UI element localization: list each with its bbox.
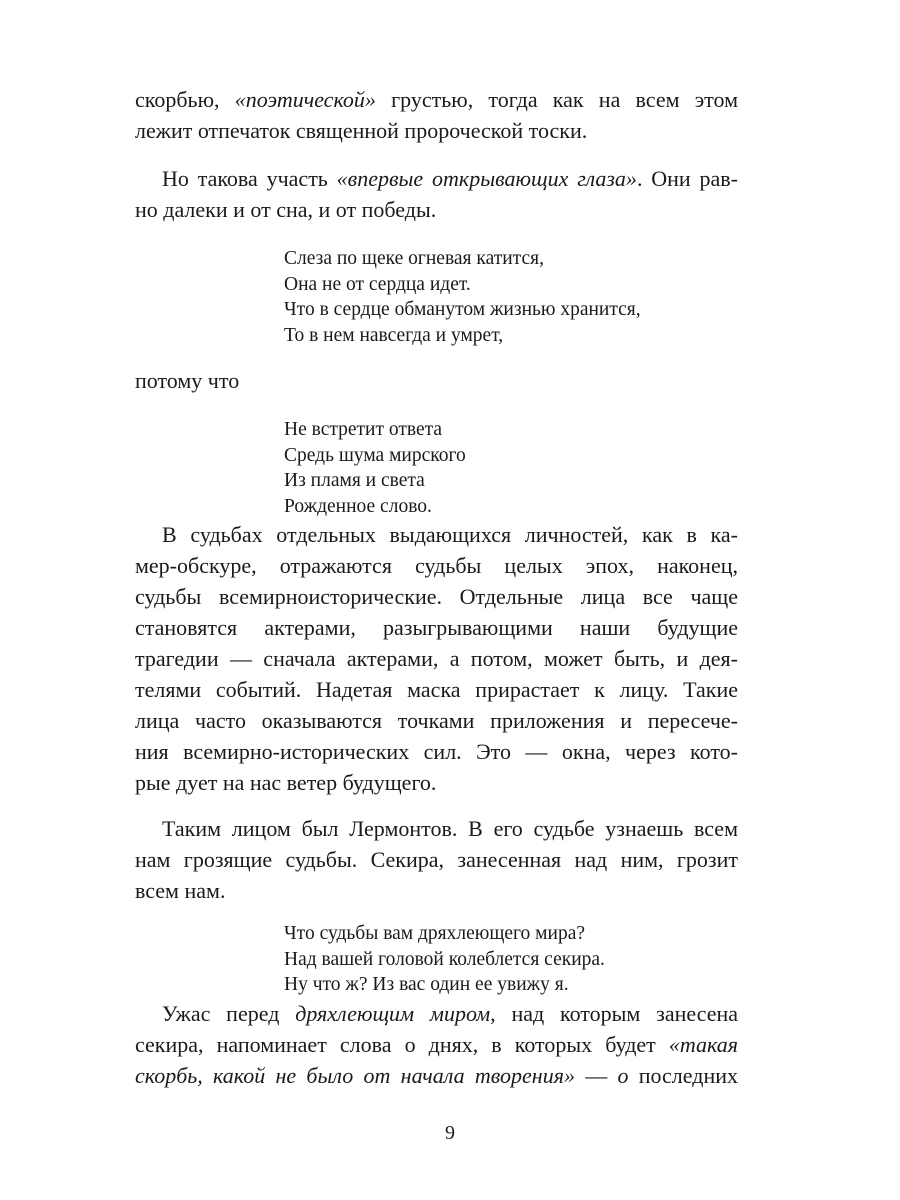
text-line [135, 674, 738, 705]
text: последних [628, 1062, 739, 1088]
text-line [284, 468, 738, 494]
text: но далеки и от сна, и от победы. [135, 197, 437, 222]
paragraph [135, 365, 738, 396]
paragraph [135, 813, 738, 906]
paragraph [135, 519, 738, 798]
text: судьбы всемирноисторические. Отдельные лица все чаще [135, 584, 738, 609]
italic-text: «такая [668, 1031, 738, 1057]
text-line [135, 1029, 738, 1060]
text-line [135, 1060, 738, 1091]
text-line [284, 323, 738, 349]
text-line [135, 998, 738, 1029]
text-line [284, 246, 738, 272]
text: потому что [135, 368, 240, 393]
text: нам грозящие судьбы. Секира, занесенная над ним, грозит [135, 847, 738, 872]
text: над которым занесена [495, 1000, 739, 1026]
text: Ужас перед [162, 1000, 296, 1026]
text: В судьбах отдельных выдающихся личностей, как в ка- [162, 522, 738, 547]
text-line [284, 947, 738, 973]
text: То в нем навсегда и умрет, [284, 324, 504, 346]
text: лица часто оказываются точками приложения и пересече- [135, 708, 738, 733]
text: Над вашей головой колеблется секира. [284, 948, 605, 970]
text: Рожденное слово. [284, 495, 432, 517]
text-line [135, 115, 738, 146]
text: мер-обскуре, отражаются судьбы целых эпох, наконец, [135, 553, 738, 578]
text: Средь шума мирского [284, 444, 466, 466]
text: Но такова участь [162, 166, 337, 191]
text: Ну что ж? Из вас один ее увижу я. [284, 974, 569, 995]
text-line [135, 844, 738, 875]
paragraph [135, 84, 738, 146]
page-number: 9 [445, 1122, 455, 1144]
text: секира, напоминает слова о днях, в которых будет [135, 1031, 669, 1057]
italic-text: скорбь, какой не было от начала творения» [135, 1062, 575, 1088]
text-line [135, 813, 738, 844]
text: лежит отпечаток священной пророческой тоски. [135, 118, 588, 143]
italic-text: о [617, 1062, 629, 1088]
text: Что в сердце обманутом жизнью хранится, [284, 299, 641, 320]
text: рые дует на нас ветер будущего. [135, 770, 437, 795]
page-body [135, 84, 738, 1091]
text: . Они рав- [636, 166, 738, 191]
text-line [135, 519, 738, 550]
text-line [135, 163, 738, 194]
text: ния всемирно-исторических сил. Это — окна, через кото- [135, 739, 738, 764]
text: трагедии — сначала актерами, а потом, может быть, и дея- [135, 646, 738, 671]
italic-text: дряхлеющим миром, [295, 1000, 496, 1026]
italic-text: «поэтической» [234, 87, 376, 112]
text-line [284, 272, 738, 298]
text: Таким лицом был Лермонтов. В его судьбе узнаешь всем [162, 816, 738, 841]
verse-quote [284, 417, 738, 519]
text-line [135, 643, 738, 674]
text-line [135, 705, 738, 736]
text: Слеза по щеке огневая катится, [284, 248, 544, 269]
text-line [135, 875, 738, 906]
text-line [135, 736, 738, 767]
text-line [135, 767, 738, 798]
text: — [574, 1062, 618, 1088]
text: телями событий. Надетая маска прирастает к лицу. Такие [135, 677, 738, 702]
text-line [284, 921, 738, 947]
text-line [135, 84, 738, 115]
text: Из пламя и света [284, 470, 425, 491]
text-line [284, 494, 738, 520]
text: Она не от сердца идет. [284, 273, 471, 295]
text-line [135, 365, 738, 396]
text-line [135, 581, 738, 612]
text: Не встретит ответа [284, 419, 443, 440]
text: скорбью, [135, 87, 235, 112]
text-line [284, 297, 738, 323]
italic-text: «впервые открывающих глаза» [336, 166, 637, 191]
verse-quote [284, 246, 738, 348]
text-line [284, 417, 738, 443]
text-line [135, 194, 738, 225]
text-line [135, 612, 738, 643]
text: грустью, тогда как на всем этом [375, 87, 738, 112]
paragraph [135, 998, 738, 1091]
text-line [284, 443, 738, 469]
text: становятся актерами, разыгрывающими наши будущие [135, 615, 738, 640]
verse-quote [284, 921, 738, 998]
text: Что судьбы вам дряхлеющего мира? [284, 923, 586, 944]
text-line [135, 550, 738, 581]
text-line [284, 972, 738, 998]
paragraph [135, 163, 738, 225]
text: всем нам. [135, 878, 226, 903]
